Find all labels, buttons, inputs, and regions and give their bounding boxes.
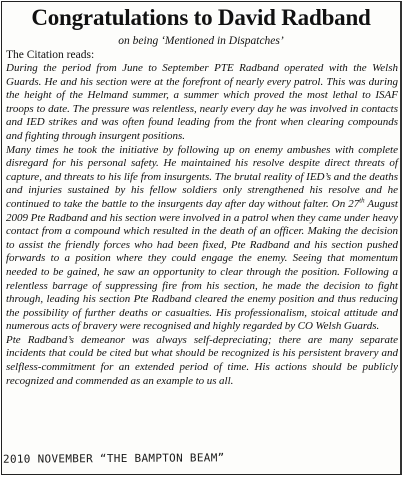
ordinal-suffix: th (359, 196, 365, 205)
headline: Congratulations to David Radband (31, 5, 371, 30)
citation-intro: The Citation reads: (6, 49, 95, 61)
paragraph-1: During the period from June to September PTE Radband operated with the Welsh Guards. He and his section were at the forefront of nearly every patrol. This was during the height of the Helmand summer, a summer which proved the most lethal to ISAF troops to date. The pressure was relentless, nearly every day he was involved in contacts and IED strikes and was often found leading from the front when clearing compounds and fighting through insurgent positions. (6, 62, 398, 142)
paragraph-3: Pte Radband’s demeanor was always self-depreciating; there are many separate incidents that could be cited but what should be recognized is his persistent bravery and selfless-commitment for an extended period of time. His actions should be publicly recognized and commended as an example to us all. (6, 333, 398, 387)
paragraph-2-part-1: Many times he took the initiative by following up on enemy ambushes with complete disregard for his personal safety. He maintained his resolve despite direct threats of capture, and threats to his life from insurgents. The brutal reality of IED’s and the deaths and injuries sustained by his fellow soldiers only strengthened his resolve and he continued to take the battle to the insurgents day after day without falter. On 27 (6, 143, 398, 210)
subheadline: on being ‘Mentioned in Dispatches’ (118, 35, 284, 47)
citation-body (6, 62, 398, 388)
paragraph-2-part-2: August 2009 Pte Radband and his section were involved in a patrol when they came under heavy contact from a compound which resulted in the death of an officer. Making the decision to assist the friendly forces who had been fixed, Pte Radband and his section pushed forwards to a position where they could engage the enemy. Seeing that momentum needed to be gained, he saw an opportunity to clear through the position. Following a relentless barrage of suppressing fire from his section, he made the decision to fight through, leading his section Pte Radband cleared the enemy position and thus reducing the possibility of further deaths or casualties. His professionalism, stoical attitude and numerous acts of bravery were recognised and highly regarded by CO Welsh Guards. (6, 197, 398, 333)
paragraph-2 (6, 144, 398, 334)
newspaper-clipping (1, 1, 402, 475)
handwritten-note: 2010 NOVEMBER “THE BAMPTON BEAM” (2, 451, 225, 466)
